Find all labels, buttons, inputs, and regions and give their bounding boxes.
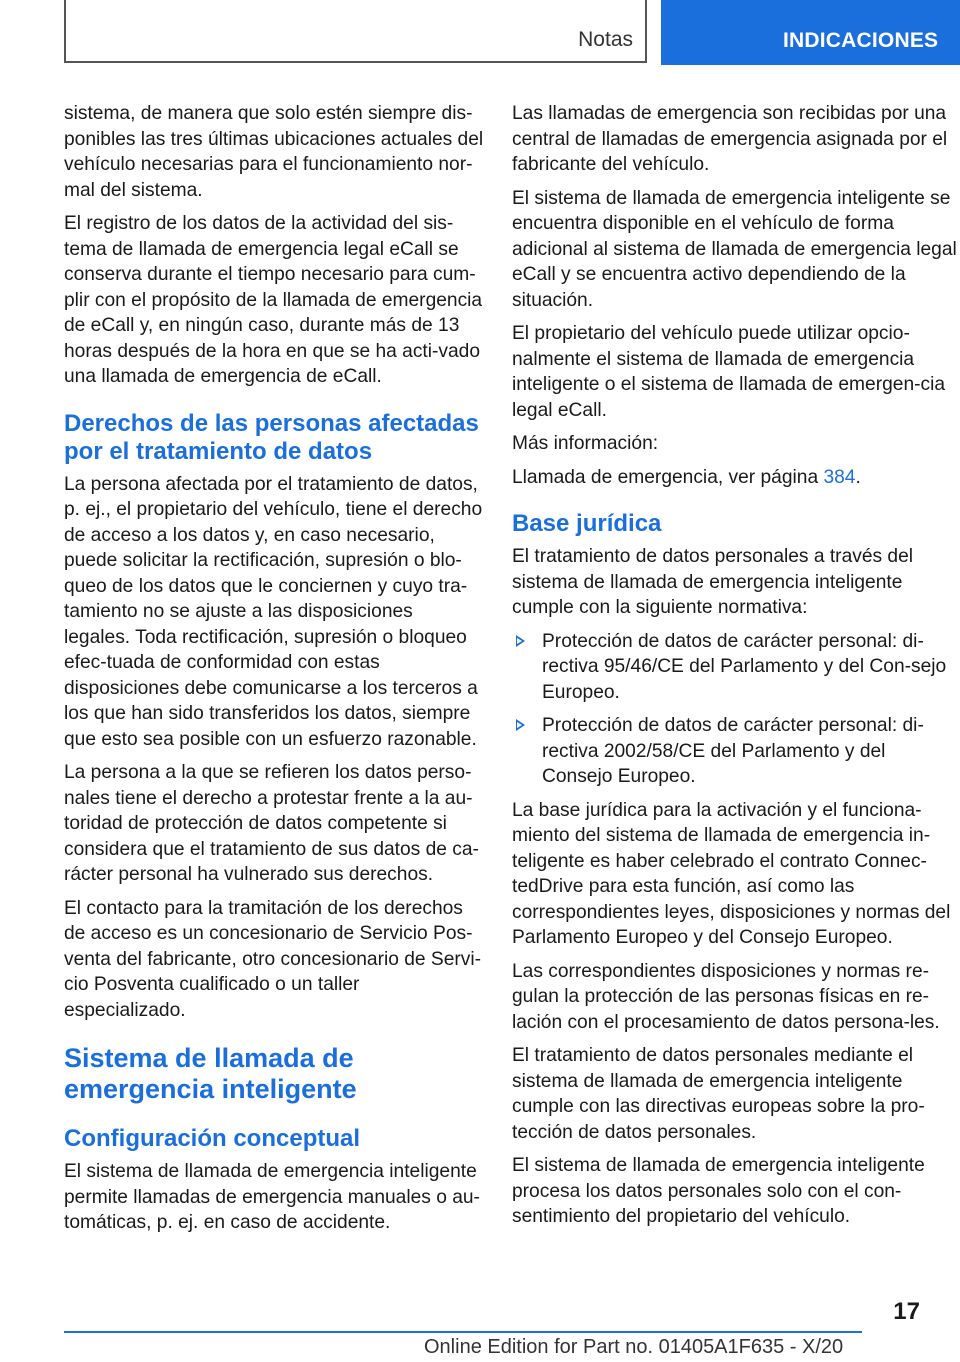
- paragraph: Las llamadas de emergencia son recibidas por una central de llamadas de emergencia asignada por el fabricante del vehículo.: [512, 103, 948, 175]
- triangle-bullet-icon: [516, 635, 525, 647]
- section-heading-sistema: Sistema de llamada de emergencia inteligente: [64, 1043, 357, 1104]
- paragraph: sistema, de manera que solo estén siempre dis-ponibles las tres últimas ubicaciones actuales del vehículo necesarias para el funcionamiento nor-mal del sistema.: [64, 103, 484, 201]
- cross-reference-end: .: [855, 466, 861, 488]
- cross-reference: [512, 465, 957, 491]
- section-heading-base: Base jurídica: [512, 510, 662, 537]
- list-item-text: Protección de datos de carácter personal: di-rectiva 2002/58/CE del Parlamento y del Consejo Europeo.: [542, 715, 924, 787]
- chapter-label: INDICACIONES: [783, 29, 939, 52]
- paragraph: El sistema de llamada de emergencia inteligente permite llamadas de emergencia manuales o au-tomáticas, p. ej. en caso de accidente.: [64, 1161, 480, 1233]
- paragraph: La base jurídica para la activación y el funciona-miento del sistema de llamada de emergencia in-teligente es haber celebrado el contrato Connec-tedDrive para esta función, así como las correspondientes leyes, disposiciones y normas del Parlamento Europeo y del Consejo Europeo.: [512, 799, 951, 948]
- list-item: [512, 629, 957, 706]
- paragraph: Las correspondientes disposiciones y normas re-gulan la protección de las personas físicas en re-lación con el procesamiento de datos persona-les.: [512, 960, 940, 1033]
- paragraph: El sistema de llamada de emergencia inteligente se encuentra disponible en el vehículo de forma adicional al sistema de llamada de emergencia legal eCall y se encuentra activo dependiendo de la situación.: [512, 187, 957, 311]
- paragraph: La persona afectada por el tratamiento de datos, p. ej., el propietario del vehículo, tiene el derecho de acceso a los datos y, en caso necesario, puede solicitar la rectificación, supresión o blo-queo de los datos que le conciernen y cuyo tra-tamiento no se ajuste a las disposiciones legales. Toda rectificación, supresión o bloqueo efec-tuada de conformidad con estas disposiciones debe comunicarse a los terceros a los que han sido transferidos los datos, siempre que esto sea posible con un esfuerzo razonable.: [64, 473, 483, 750]
- list-item: [512, 713, 957, 790]
- page-number: 17: [893, 1298, 920, 1325]
- cross-reference-text: Llamada de emergencia, ver página: [512, 466, 824, 488]
- section-heading-config: Configuración conceptual: [64, 1125, 361, 1152]
- paragraph: Más información:: [512, 433, 659, 454]
- header-bar: [64, 0, 647, 63]
- section-heading-derechos: Derechos de las personas afectadas por el tratamiento de datos: [64, 409, 479, 465]
- paragraph: El tratamiento de datos personales mediante el sistema de llamada de emergencia inteligente cumple con las directivas europeas sobre la pro-tección de datos personales.: [512, 1045, 925, 1143]
- page-link[interactable]: 384: [823, 466, 856, 488]
- footer-divider: [64, 1331, 862, 1333]
- section-label: Notas: [578, 28, 633, 51]
- paragraph: El tratamiento de datos personales a través del sistema de llamada de emergencia inteligente cumple con la siguiente normativa:: [512, 546, 914, 618]
- paragraph: El sistema de llamada de emergencia inteligente procesa los datos personales solo con el con-sentimiento del propietario del vehículo.: [512, 1155, 925, 1227]
- chapter-tab: [661, 0, 960, 65]
- bullet-list: [512, 629, 957, 790]
- left-column: [64, 101, 484, 1244]
- paragraph: El registro de los datos de la actividad del sis-tema de llamada de emergencia legal eCall se conserva durante el tiempo necesario para cum-plir con el propósito de la llamada de emergencia de eCall y, en ningún caso, durante más de 13 horas después de la hora en que se ha acti-vado una llamada de emergencia de eCall.: [64, 213, 483, 387]
- paragraph: El contacto para la tramitación de los derechos de acceso es un concesionario de Servicio Pos-venta del fabricante, otro concesionario de Servi-cio Posventa cualificado o un taller especializado.: [64, 897, 482, 1021]
- right-column: [512, 101, 957, 1238]
- paragraph: El propietario del vehículo puede utilizar opcio-nalmente el sistema de llamada de emergencia inteligente o el sistema de llamada de emergen-cia legal eCall.: [512, 323, 946, 421]
- paragraph: La persona a la que se refieren los datos perso-nales tiene el derecho a protestar frente a la au-toridad de protección de datos competente si considera que el tratamiento de sus datos de ca-rácter personal ha vulnerado sus derechos.: [64, 762, 479, 885]
- list-item-text: Protección de datos de carácter personal: di-rectiva 95/46/CE del Parlamento y del Con-sejo Europeo.: [542, 630, 947, 703]
- triangle-bullet-icon: [516, 719, 525, 731]
- footer-edition: Online Edition for Part no. 01405A1F635 - X/20: [424, 1336, 844, 1358]
